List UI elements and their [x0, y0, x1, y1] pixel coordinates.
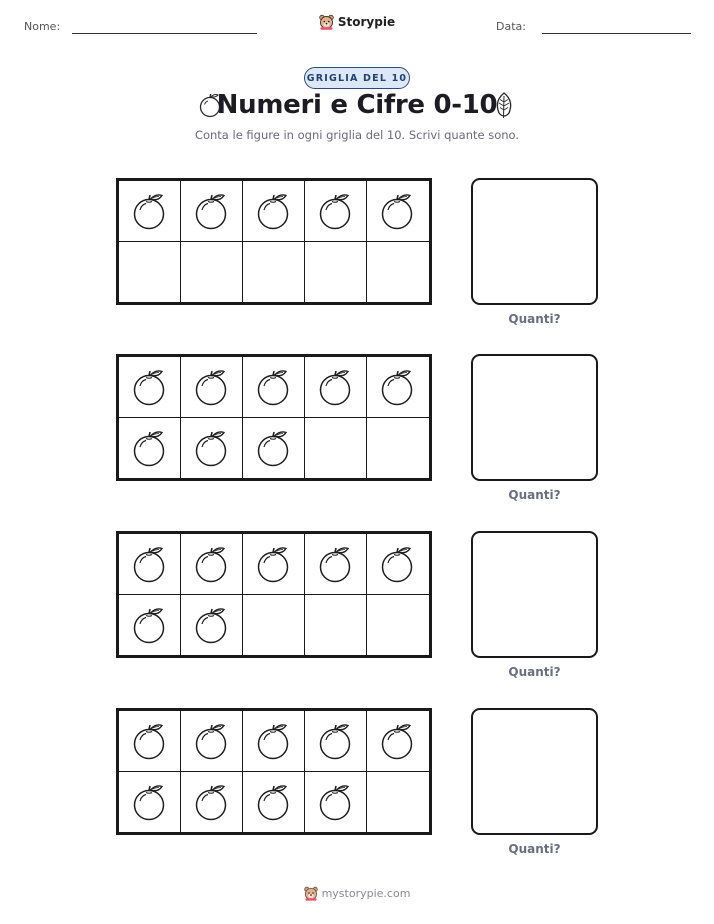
ten-frame-cell: [305, 711, 367, 772]
ten-frame-cell: [181, 357, 243, 418]
apple-icon: [195, 429, 229, 467]
ten-frame-cell: [119, 534, 181, 595]
ten-frame-cell: [243, 418, 305, 479]
bear-mascot-icon: [319, 14, 334, 30]
ten-frame-cell: [119, 181, 181, 242]
ten-frame-cell: [367, 181, 429, 242]
bear-mascot-icon: [304, 886, 318, 901]
ten-frame-cell: [119, 711, 181, 772]
apple-icon: [381, 192, 415, 230]
ten-frame-cell: [305, 357, 367, 418]
name-label: Nome:: [24, 20, 61, 33]
ten-frame-cell: [367, 711, 429, 772]
ten-frame-cell: [181, 418, 243, 479]
ten-frame-cell: [181, 534, 243, 595]
ten-frame-cell: [243, 242, 305, 303]
topic-badge: GRIGLIA DEL 10: [304, 67, 410, 89]
ten-frame-cell: [367, 418, 429, 479]
ten-frame-cell: [119, 357, 181, 418]
ten-frame-cell: [305, 772, 367, 833]
apple-icon: [319, 368, 353, 406]
answer-box[interactable]: [471, 354, 598, 481]
apple-icon: [257, 545, 291, 583]
brand-name: Storypie: [337, 15, 396, 29]
name-field[interactable]: [72, 33, 257, 34]
ten-frame-cell: [305, 534, 367, 595]
footer: [0, 886, 714, 901]
ten-frame-cell: [181, 595, 243, 656]
apple-icon: [257, 722, 291, 760]
leaf-outline-icon: [492, 91, 516, 121]
ten-frame-cell: [181, 772, 243, 833]
ten-frame-cell: [367, 242, 429, 303]
ten-frame-cell: [119, 772, 181, 833]
ten-frame-cell: [367, 534, 429, 595]
answer-label: Quanti?: [508, 665, 561, 679]
ten-frame-cell: [243, 772, 305, 833]
apple-icon: [319, 722, 353, 760]
apple-icon: [257, 192, 291, 230]
ten-frame-cell: [119, 595, 181, 656]
apple-icon: [133, 606, 167, 644]
ten-frame-cell: [367, 772, 429, 833]
apple-icon: [319, 783, 353, 821]
apple-icon: [257, 368, 291, 406]
apple-icon: [133, 545, 167, 583]
ten-frame-cell: [243, 357, 305, 418]
date-field[interactable]: [542, 33, 691, 34]
footer-url: mystorypie.com: [321, 887, 411, 900]
answer-label: Quanti?: [508, 842, 561, 856]
ten-frame-cell: [119, 242, 181, 303]
apple-icon: [133, 783, 167, 821]
apple-icon: [381, 722, 415, 760]
apple-icon: [381, 545, 415, 583]
answer-label: Quanti?: [508, 488, 561, 502]
apple-icon: [195, 606, 229, 644]
ten-frame-cell: [305, 242, 367, 303]
apple-icon: [257, 429, 291, 467]
ten-frame-cell: [367, 357, 429, 418]
instructions: Conta le figure in ogni griglia del 10. Scrivi quante sono.: [194, 128, 520, 142]
ten-frame: [116, 178, 432, 305]
ten-frame: [116, 708, 432, 835]
ten-frame: [116, 354, 432, 481]
ten-frame-cell: [181, 242, 243, 303]
ten-frame-cell: [181, 181, 243, 242]
answer-box[interactable]: [471, 708, 598, 835]
apple-icon: [133, 722, 167, 760]
ten-frame-cell: [243, 595, 305, 656]
apple-icon: [133, 368, 167, 406]
answer-box[interactable]: [471, 531, 598, 658]
apple-icon: [257, 783, 291, 821]
ten-frame-cell: [305, 418, 367, 479]
apple-icon: [319, 192, 353, 230]
apple-icon: [195, 783, 229, 821]
apple-icon: [195, 722, 229, 760]
apple-icon: [195, 192, 229, 230]
page-title: Numeri e Cifre 0-10: [216, 90, 498, 120]
ten-frame-cell: [243, 711, 305, 772]
brand: [0, 14, 714, 30]
answer-box[interactable]: [471, 178, 598, 305]
apple-icon: [133, 429, 167, 467]
apple-icon: [319, 545, 353, 583]
apple-icon: [195, 368, 229, 406]
apple-icon: [381, 368, 415, 406]
ten-frame-cell: [305, 595, 367, 656]
apple-icon: [195, 545, 229, 583]
apple-icon: [133, 192, 167, 230]
answer-label: Quanti?: [508, 312, 561, 326]
ten-frame-cell: [181, 711, 243, 772]
ten-frame-cell: [243, 534, 305, 595]
ten-frame-cell: [305, 181, 367, 242]
ten-frame-cell: [243, 181, 305, 242]
ten-frame: [116, 531, 432, 658]
ten-frame-cell: [367, 595, 429, 656]
ten-frame-cell: [119, 418, 181, 479]
date-label: Data:: [496, 20, 526, 33]
